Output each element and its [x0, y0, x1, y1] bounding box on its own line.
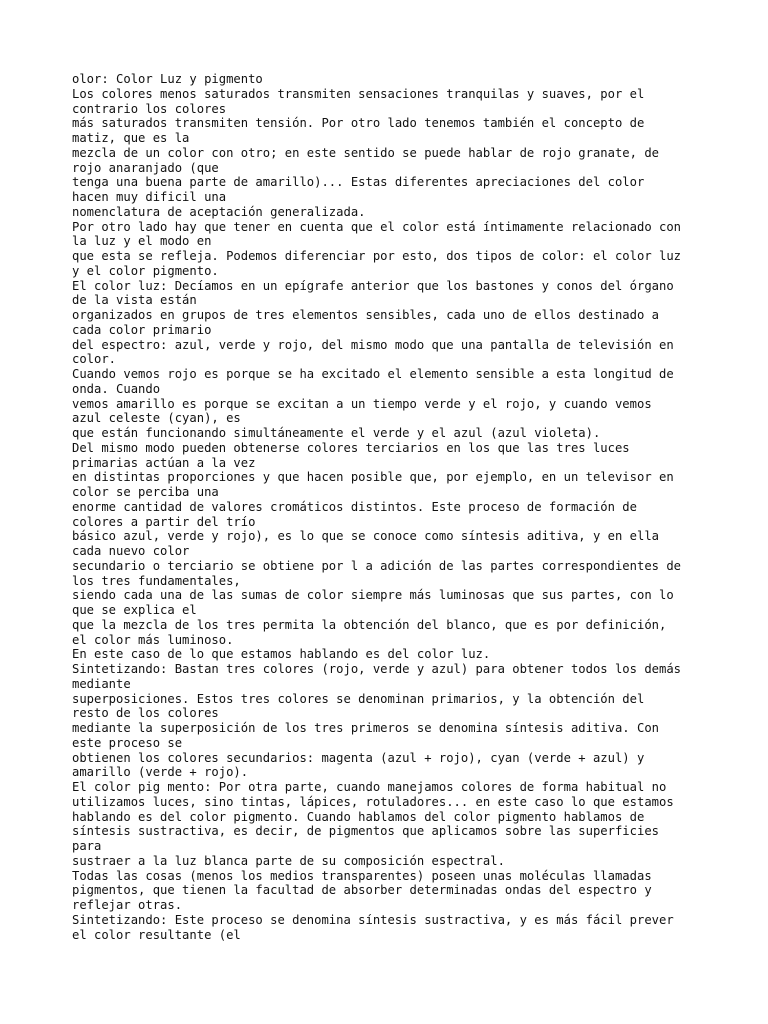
text-line: El color pig mento: Por otra parte, cuando manejamos colores de forma habitual no [72, 780, 667, 794]
text-line: siendo cada una de las sumas de color siempre más luminosas que sus partes, con lo [72, 588, 674, 603]
text-line: amarillo (verde + rojo). [72, 765, 249, 780]
text-line: de la vista están [72, 293, 197, 308]
text-line: Los colores menos saturados transmiten sensaciones tranquilas y suaves, por el [72, 86, 645, 101]
text-line: que están funcionando simultáneamente el verde y el azul (azul violeta). [72, 426, 601, 440]
text-line: básico azul, verde y rojo), es lo que se conoce como síntesis aditiva, y en ella [72, 529, 659, 544]
text-line: hacen muy dificil una [72, 190, 227, 204]
text-line: cada nuevo color [72, 544, 190, 558]
text-line: pigmentos, que tienen la facultad de absorber determinadas ondas del espectro y [72, 883, 652, 898]
text-line: azul celeste (cyan), es [72, 411, 241, 426]
text-line: que la mezcla de los tres permita la obtención del blanco, que es por definición, [72, 617, 667, 632]
text-line: Todas las cosas (menos los medios transparentes) poseen unas moléculas llamadas [72, 868, 652, 883]
text-line: organizados en grupos de tres elementos sensibles, cada uno de ellos destinado a [72, 308, 659, 322]
document-page [72, 72, 702, 942]
text-line: El color luz: Decíamos en un epígrafe anterior que los bastones y conos del órgano [72, 278, 674, 293]
text-line: superposiciones. Estos tres colores se denominan primarios, y la obtención del [72, 691, 645, 706]
text-line: los tres fundamentales, [72, 573, 241, 588]
text-line: el color más luminoso. [72, 632, 234, 647]
text-line: hablando es del color pigmento. Cuando hablamos del color pigmento hablamos de [72, 809, 645, 824]
text-line: la luz y el modo en [72, 234, 212, 249]
text-line: para [72, 839, 102, 853]
text-line: que esta se refleja. Podemos diferenciar por esto, dos tipos de color: el color luz [72, 249, 682, 263]
text-line: mezcla de un color con otro; en este sentido se puede hablar de rojo granate, de [72, 145, 659, 160]
text-line: En este caso de lo que estamos hablando es del color luz. [72, 647, 491, 662]
text-line: sustraer a la luz blanca parte de su composición espectral. [72, 853, 505, 868]
text-line: del espectro: azul, verde y rojo, del mismo modo que una pantalla de televisión en [72, 337, 674, 352]
text-line: olor: Color Luz y pigmento [72, 72, 263, 86]
text-line: contrario los colores [72, 101, 227, 116]
text-line: más saturados transmiten tensión. Por otro lado tenemos también el concepto de [72, 116, 645, 131]
text-line: onda. Cuando [72, 381, 161, 396]
text-line: primarias actúan a la vez [72, 455, 256, 470]
text-line: vemos amarillo es porque se excitan a un tiempo verde y el rojo, y cuando vemos [72, 396, 652, 411]
text-line: obtienen los colores secundarios: magenta (azul + rojo), cyan (verde + azul) y [72, 750, 645, 765]
text-line: y el color pigmento. [72, 263, 219, 278]
text-line: en distintas proporciones y que hacen posible que, por ejemplo, en un televisor en [72, 470, 674, 485]
text-line: mediante la superposición de los tres primeros se denomina síntesis aditiva. Con [72, 721, 659, 735]
text-line: este proceso se [72, 735, 183, 750]
text-line: síntesis sustractiva, es decir, de pigmentos que aplicamos sobre las superficies [72, 824, 659, 839]
text-line: color. [72, 352, 117, 367]
text-line: color se perciba una [72, 485, 219, 499]
text-line: Por otro lado hay que tener en cuenta que el color está íntimamente relacionado con [72, 219, 682, 234]
text-line: nomenclatura de aceptación generalizada. [72, 204, 366, 219]
text-line: utilizamos luces, sino tintas, lápices, rotuladores... en este caso lo que estamos [72, 794, 674, 809]
text-line: Del mismo modo pueden obtenerse colores terciarios en los que las tres luces [72, 440, 630, 455]
text-line: mediante [72, 676, 131, 691]
text-line: rojo anaranjado (que [72, 160, 219, 175]
text-line: el color resultante (el [72, 927, 241, 942]
text-line: Cuando vemos rojo es porque se ha excitado el elemento sensible a esta longitud de [72, 367, 674, 381]
text-line: colores a partir del trío [72, 514, 256, 529]
text-line: secundario o terciario se obtiene por l a adición de las partes correspondientes de [72, 558, 682, 573]
text-line: que se explica el [72, 603, 197, 617]
text-line: Sintetizando: Este proceso se denomina síntesis sustractiva, y es más fácil prever [72, 912, 674, 927]
text-line: enorme cantidad de valores cromáticos distintos. Este proceso de formación de [72, 499, 637, 514]
text-line: Sintetizando: Bastan tres colores (rojo, verde y azul) para obtener todos los demás [72, 662, 682, 676]
text-line: matiz, que es la [72, 131, 190, 145]
text-line: tenga una buena parte de amarillo)... Estas diferentes apreciaciones del color [72, 175, 645, 190]
text-line: resto de los colores [72, 706, 219, 721]
text-line: reflejar otras. [72, 898, 183, 912]
text-line: cada color primario [72, 322, 212, 337]
